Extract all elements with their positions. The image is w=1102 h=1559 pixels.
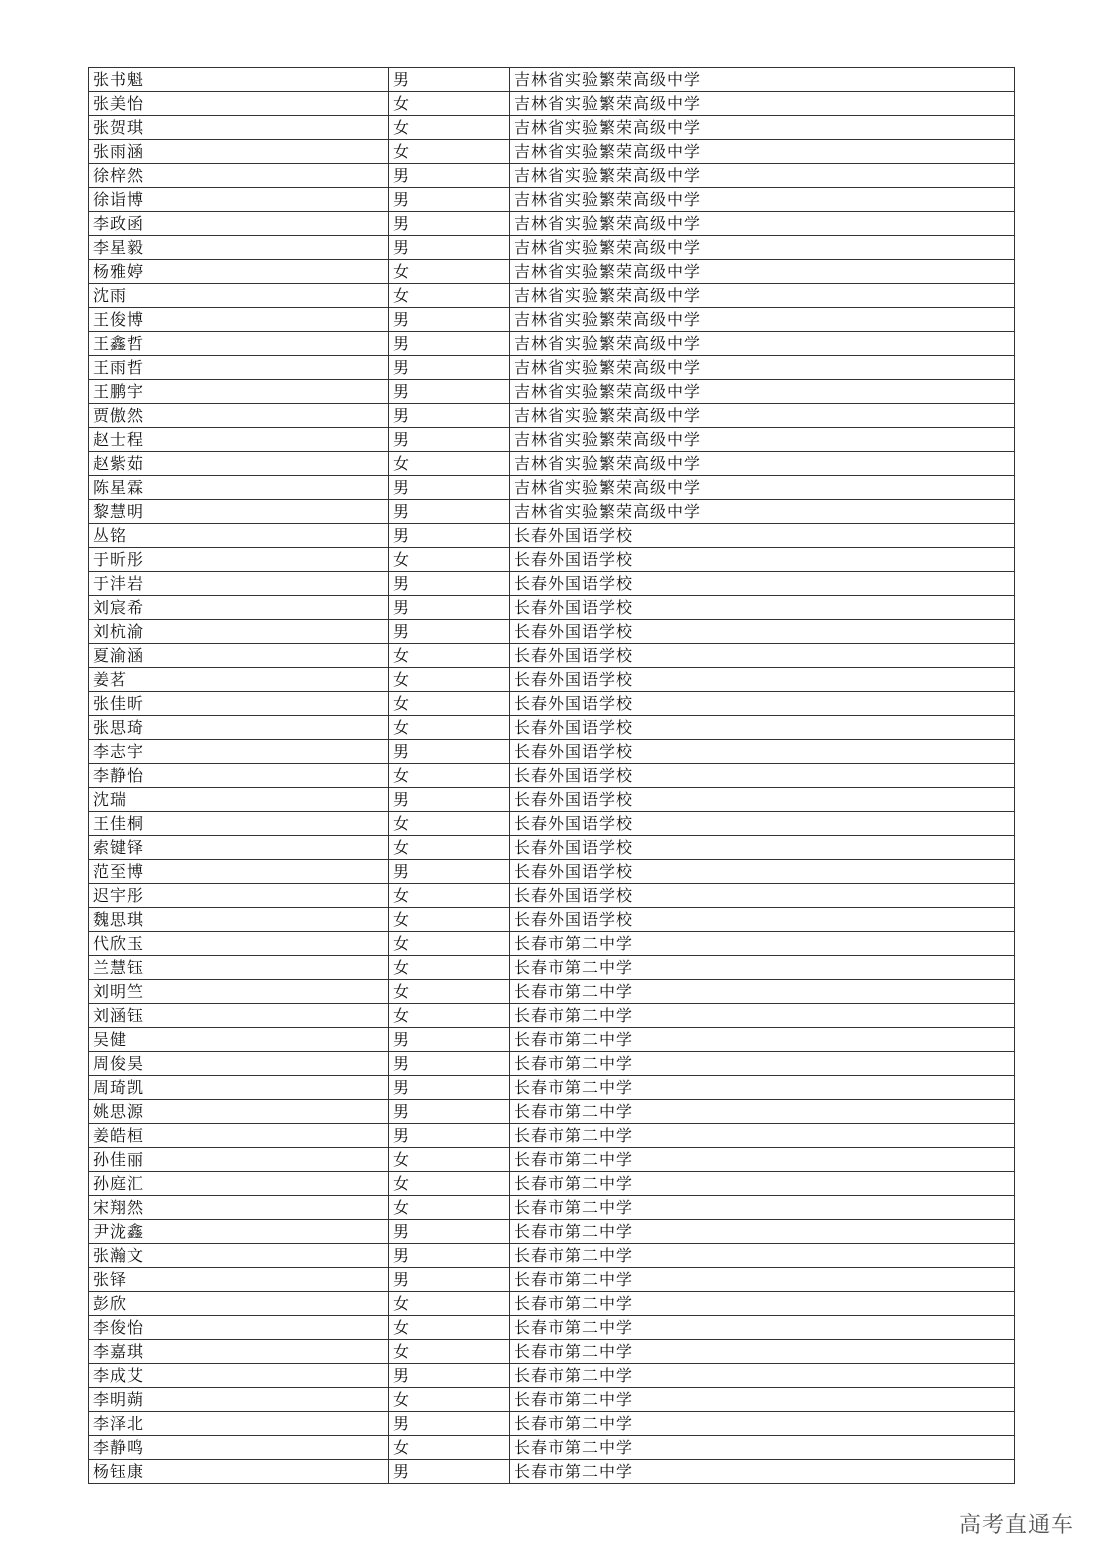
table-row bbox=[89, 140, 1015, 164]
student-name-cell: 姚思源 bbox=[89, 1100, 389, 1124]
school-cell: 吉林省实验繁荣高级中学 bbox=[510, 284, 1015, 308]
school-cell: 长春外国语学校 bbox=[510, 596, 1015, 620]
watermark-text: 高考直通车 bbox=[958, 1513, 1074, 1538]
gender-cell: 女 bbox=[389, 1436, 510, 1460]
table-row bbox=[89, 860, 1015, 884]
school-cell: 长春外国语学校 bbox=[510, 884, 1015, 908]
gender-cell: 女 bbox=[389, 1148, 510, 1172]
school-cell: 长春外国语学校 bbox=[510, 572, 1015, 596]
school-cell: 长春外国语学校 bbox=[510, 692, 1015, 716]
school-cell: 长春市第二中学 bbox=[510, 1052, 1015, 1076]
student-name-cell: 张思琦 bbox=[89, 716, 389, 740]
school-cell: 吉林省实验繁荣高级中学 bbox=[510, 140, 1015, 164]
table-row bbox=[89, 1148, 1015, 1172]
school-cell: 吉林省实验繁荣高级中学 bbox=[510, 92, 1015, 116]
student-name-cell: 赵紫茹 bbox=[89, 452, 389, 476]
gender-cell: 女 bbox=[389, 956, 510, 980]
school-cell: 长春市第二中学 bbox=[510, 1412, 1015, 1436]
roster-body bbox=[89, 68, 1015, 1484]
table-row bbox=[89, 1364, 1015, 1388]
table-row bbox=[89, 1004, 1015, 1028]
student-name-cell: 张贺琪 bbox=[89, 116, 389, 140]
school-cell: 长春外国语学校 bbox=[510, 836, 1015, 860]
student-name-cell: 刘杭渝 bbox=[89, 620, 389, 644]
student-name-cell: 范至博 bbox=[89, 860, 389, 884]
table-row bbox=[89, 1268, 1015, 1292]
gender-cell: 男 bbox=[389, 1412, 510, 1436]
gender-cell: 男 bbox=[389, 740, 510, 764]
school-cell: 长春市第二中学 bbox=[510, 1292, 1015, 1316]
gender-cell: 男 bbox=[389, 380, 510, 404]
gender-cell: 女 bbox=[389, 284, 510, 308]
student-name-cell: 魏思琪 bbox=[89, 908, 389, 932]
student-name-cell: 周俊昊 bbox=[89, 1052, 389, 1076]
gender-cell: 女 bbox=[389, 716, 510, 740]
gender-cell: 女 bbox=[389, 980, 510, 1004]
table-row bbox=[89, 956, 1015, 980]
school-cell: 吉林省实验繁荣高级中学 bbox=[510, 476, 1015, 500]
gender-cell: 女 bbox=[389, 764, 510, 788]
student-name-cell: 张瀚文 bbox=[89, 1244, 389, 1268]
gender-cell: 女 bbox=[389, 1004, 510, 1028]
gender-cell: 女 bbox=[389, 452, 510, 476]
student-name-cell: 徐梓然 bbox=[89, 164, 389, 188]
school-cell: 长春市第二中学 bbox=[510, 1460, 1015, 1484]
school-cell: 长春市第二中学 bbox=[510, 1244, 1015, 1268]
school-cell: 长春外国语学校 bbox=[510, 548, 1015, 572]
gender-cell: 女 bbox=[389, 1316, 510, 1340]
table-row bbox=[89, 884, 1015, 908]
table-row bbox=[89, 500, 1015, 524]
gender-cell: 男 bbox=[389, 212, 510, 236]
student-name-cell: 宋翔然 bbox=[89, 1196, 389, 1220]
gender-cell: 女 bbox=[389, 668, 510, 692]
table-row bbox=[89, 380, 1015, 404]
student-roster-table bbox=[88, 67, 1015, 1484]
school-cell: 长春市第二中学 bbox=[510, 932, 1015, 956]
table-row bbox=[89, 308, 1015, 332]
school-cell: 吉林省实验繁荣高级中学 bbox=[510, 116, 1015, 140]
table-row bbox=[89, 1220, 1015, 1244]
table-row bbox=[89, 1052, 1015, 1076]
school-cell: 长春市第二中学 bbox=[510, 1172, 1015, 1196]
student-name-cell: 彭欣 bbox=[89, 1292, 389, 1316]
student-name-cell: 刘明竺 bbox=[89, 980, 389, 1004]
table-row bbox=[89, 428, 1015, 452]
school-cell: 长春市第二中学 bbox=[510, 1076, 1015, 1100]
table-row bbox=[89, 908, 1015, 932]
school-cell: 长春市第二中学 bbox=[510, 1124, 1015, 1148]
table-row bbox=[89, 1340, 1015, 1364]
gender-cell: 女 bbox=[389, 92, 510, 116]
gender-cell: 男 bbox=[389, 332, 510, 356]
gender-cell: 男 bbox=[389, 1268, 510, 1292]
student-name-cell: 李泽北 bbox=[89, 1412, 389, 1436]
table-row bbox=[89, 1100, 1015, 1124]
student-name-cell: 丛铭 bbox=[89, 524, 389, 548]
gender-cell: 女 bbox=[389, 1340, 510, 1364]
table-row bbox=[89, 332, 1015, 356]
table-row bbox=[89, 1292, 1015, 1316]
gender-cell: 男 bbox=[389, 1028, 510, 1052]
school-cell: 长春市第二中学 bbox=[510, 1388, 1015, 1412]
school-cell: 吉林省实验繁荣高级中学 bbox=[510, 452, 1015, 476]
gender-cell: 男 bbox=[389, 1124, 510, 1148]
student-name-cell: 姜茗 bbox=[89, 668, 389, 692]
gender-cell: 女 bbox=[389, 1196, 510, 1220]
student-name-cell: 王鹏宇 bbox=[89, 380, 389, 404]
table-row bbox=[89, 68, 1015, 92]
school-cell: 吉林省实验繁荣高级中学 bbox=[510, 164, 1015, 188]
school-cell: 吉林省实验繁荣高级中学 bbox=[510, 188, 1015, 212]
school-cell: 长春外国语学校 bbox=[510, 764, 1015, 788]
gender-cell: 男 bbox=[389, 1220, 510, 1244]
student-name-cell: 李俊怡 bbox=[89, 1316, 389, 1340]
student-name-cell: 张书魁 bbox=[89, 68, 389, 92]
school-cell: 长春外国语学校 bbox=[510, 788, 1015, 812]
table-row bbox=[89, 1460, 1015, 1484]
school-cell: 长春外国语学校 bbox=[510, 716, 1015, 740]
table-row bbox=[89, 476, 1015, 500]
gender-cell: 男 bbox=[389, 476, 510, 500]
school-cell: 长春外国语学校 bbox=[510, 860, 1015, 884]
school-cell: 长春外国语学校 bbox=[510, 668, 1015, 692]
student-name-cell: 刘涵钰 bbox=[89, 1004, 389, 1028]
student-name-cell: 李嘉琪 bbox=[89, 1340, 389, 1364]
table-row bbox=[89, 188, 1015, 212]
gender-cell: 男 bbox=[389, 1100, 510, 1124]
student-name-cell: 索键铎 bbox=[89, 836, 389, 860]
table-row bbox=[89, 572, 1015, 596]
student-name-cell: 赵士程 bbox=[89, 428, 389, 452]
school-cell: 吉林省实验繁荣高级中学 bbox=[510, 380, 1015, 404]
school-cell: 吉林省实验繁荣高级中学 bbox=[510, 236, 1015, 260]
table-row bbox=[89, 548, 1015, 572]
school-cell: 长春外国语学校 bbox=[510, 908, 1015, 932]
student-name-cell: 张雨涵 bbox=[89, 140, 389, 164]
table-row bbox=[89, 1412, 1015, 1436]
student-name-cell: 于昕彤 bbox=[89, 548, 389, 572]
gender-cell: 男 bbox=[389, 596, 510, 620]
table-row bbox=[89, 788, 1015, 812]
school-cell: 吉林省实验繁荣高级中学 bbox=[510, 404, 1015, 428]
table-row bbox=[89, 1172, 1015, 1196]
student-name-cell: 王佳桐 bbox=[89, 812, 389, 836]
school-cell: 长春市第二中学 bbox=[510, 956, 1015, 980]
student-name-cell: 李志宇 bbox=[89, 740, 389, 764]
gender-cell: 男 bbox=[389, 1364, 510, 1388]
school-cell: 吉林省实验繁荣高级中学 bbox=[510, 68, 1015, 92]
student-name-cell: 吴健 bbox=[89, 1028, 389, 1052]
gender-cell: 女 bbox=[389, 812, 510, 836]
school-cell: 长春市第二中学 bbox=[510, 1148, 1015, 1172]
gender-cell: 男 bbox=[389, 404, 510, 428]
student-name-cell: 孙佳丽 bbox=[89, 1148, 389, 1172]
gender-cell: 女 bbox=[389, 140, 510, 164]
table-row bbox=[89, 1076, 1015, 1100]
school-cell: 吉林省实验繁荣高级中学 bbox=[510, 356, 1015, 380]
school-cell: 吉林省实验繁荣高级中学 bbox=[510, 500, 1015, 524]
gender-cell: 女 bbox=[389, 260, 510, 284]
school-cell: 长春市第二中学 bbox=[510, 1268, 1015, 1292]
student-name-cell: 李静鸣 bbox=[89, 1436, 389, 1460]
table-row bbox=[89, 1316, 1015, 1340]
student-name-cell: 迟宇彤 bbox=[89, 884, 389, 908]
school-cell: 长春外国语学校 bbox=[510, 812, 1015, 836]
student-name-cell: 夏渝涵 bbox=[89, 644, 389, 668]
school-cell: 长春市第二中学 bbox=[510, 1100, 1015, 1124]
school-cell: 长春市第二中学 bbox=[510, 980, 1015, 1004]
table-row bbox=[89, 740, 1015, 764]
gender-cell: 男 bbox=[389, 572, 510, 596]
school-cell: 吉林省实验繁荣高级中学 bbox=[510, 332, 1015, 356]
gender-cell: 女 bbox=[389, 908, 510, 932]
table-row bbox=[89, 1388, 1015, 1412]
table-row bbox=[89, 356, 1015, 380]
gender-cell: 男 bbox=[389, 1076, 510, 1100]
student-name-cell: 李政函 bbox=[89, 212, 389, 236]
student-name-cell: 王鑫哲 bbox=[89, 332, 389, 356]
table-row bbox=[89, 1436, 1015, 1460]
student-name-cell: 李星毅 bbox=[89, 236, 389, 260]
gender-cell: 女 bbox=[389, 1292, 510, 1316]
student-name-cell: 于沣岩 bbox=[89, 572, 389, 596]
student-name-cell: 王雨哲 bbox=[89, 356, 389, 380]
gender-cell: 男 bbox=[389, 1244, 510, 1268]
school-cell: 长春外国语学校 bbox=[510, 620, 1015, 644]
gender-cell: 男 bbox=[389, 620, 510, 644]
table-row bbox=[89, 764, 1015, 788]
school-cell: 长春市第二中学 bbox=[510, 1004, 1015, 1028]
school-cell: 长春市第二中学 bbox=[510, 1316, 1015, 1340]
student-name-cell: 王俊博 bbox=[89, 308, 389, 332]
school-cell: 长春市第二中学 bbox=[510, 1196, 1015, 1220]
gender-cell: 男 bbox=[389, 164, 510, 188]
table-row bbox=[89, 1196, 1015, 1220]
gender-cell: 男 bbox=[389, 188, 510, 212]
student-name-cell: 兰慧钰 bbox=[89, 956, 389, 980]
table-row bbox=[89, 260, 1015, 284]
school-cell: 长春市第二中学 bbox=[510, 1028, 1015, 1052]
student-name-cell: 刘宸希 bbox=[89, 596, 389, 620]
student-name-cell: 杨钰康 bbox=[89, 1460, 389, 1484]
student-name-cell: 沈瑞 bbox=[89, 788, 389, 812]
student-name-cell: 姜皓桓 bbox=[89, 1124, 389, 1148]
gender-cell: 男 bbox=[389, 68, 510, 92]
school-cell: 吉林省实验繁荣高级中学 bbox=[510, 212, 1015, 236]
gender-cell: 女 bbox=[389, 644, 510, 668]
gender-cell: 男 bbox=[389, 236, 510, 260]
table-row bbox=[89, 836, 1015, 860]
table-row bbox=[89, 812, 1015, 836]
table-row bbox=[89, 164, 1015, 188]
school-cell: 长春外国语学校 bbox=[510, 644, 1015, 668]
school-cell: 吉林省实验繁荣高级中学 bbox=[510, 308, 1015, 332]
student-name-cell: 杨雅婷 bbox=[89, 260, 389, 284]
table-row bbox=[89, 236, 1015, 260]
student-name-cell: 徐诣博 bbox=[89, 188, 389, 212]
student-name-cell: 张铎 bbox=[89, 1268, 389, 1292]
student-name-cell: 张佳昕 bbox=[89, 692, 389, 716]
school-cell: 吉林省实验繁荣高级中学 bbox=[510, 260, 1015, 284]
table-row bbox=[89, 692, 1015, 716]
table-row bbox=[89, 932, 1015, 956]
gender-cell: 男 bbox=[389, 308, 510, 332]
student-name-cell: 黎慧明 bbox=[89, 500, 389, 524]
student-name-cell: 贾傲然 bbox=[89, 404, 389, 428]
school-cell: 长春市第二中学 bbox=[510, 1220, 1015, 1244]
gender-cell: 女 bbox=[389, 548, 510, 572]
table-row bbox=[89, 524, 1015, 548]
gender-cell: 男 bbox=[389, 356, 510, 380]
table-row bbox=[89, 596, 1015, 620]
student-name-cell: 代欣玉 bbox=[89, 932, 389, 956]
table-row bbox=[89, 644, 1015, 668]
school-cell: 长春外国语学校 bbox=[510, 740, 1015, 764]
school-cell: 长春市第二中学 bbox=[510, 1340, 1015, 1364]
student-name-cell: 张美怡 bbox=[89, 92, 389, 116]
table-row bbox=[89, 980, 1015, 1004]
gender-cell: 女 bbox=[389, 884, 510, 908]
table-row bbox=[89, 668, 1015, 692]
school-cell: 长春市第二中学 bbox=[510, 1436, 1015, 1460]
table-row bbox=[89, 452, 1015, 476]
table-row bbox=[89, 1028, 1015, 1052]
gender-cell: 男 bbox=[389, 428, 510, 452]
school-cell: 长春外国语学校 bbox=[510, 524, 1015, 548]
school-cell: 吉林省实验繁荣高级中学 bbox=[510, 428, 1015, 452]
gender-cell: 男 bbox=[389, 1460, 510, 1484]
student-name-cell: 李静怡 bbox=[89, 764, 389, 788]
gender-cell: 男 bbox=[389, 860, 510, 884]
student-name-cell: 李明蒴 bbox=[89, 1388, 389, 1412]
gender-cell: 女 bbox=[389, 116, 510, 140]
table-row bbox=[89, 116, 1015, 140]
table-row bbox=[89, 716, 1015, 740]
student-name-cell: 周琦凯 bbox=[89, 1076, 389, 1100]
student-name-cell: 李成艾 bbox=[89, 1364, 389, 1388]
table-row bbox=[89, 620, 1015, 644]
gender-cell: 男 bbox=[389, 524, 510, 548]
gender-cell: 女 bbox=[389, 692, 510, 716]
school-cell: 长春市第二中学 bbox=[510, 1364, 1015, 1388]
table-row bbox=[89, 212, 1015, 236]
gender-cell: 女 bbox=[389, 1172, 510, 1196]
table-row bbox=[89, 404, 1015, 428]
gender-cell: 男 bbox=[389, 788, 510, 812]
table-row bbox=[89, 92, 1015, 116]
table-row bbox=[89, 1124, 1015, 1148]
gender-cell: 女 bbox=[389, 1388, 510, 1412]
gender-cell: 女 bbox=[389, 932, 510, 956]
gender-cell: 男 bbox=[389, 1052, 510, 1076]
gender-cell: 女 bbox=[389, 836, 510, 860]
student-name-cell: 沈雨 bbox=[89, 284, 389, 308]
student-name-cell: 陈星霖 bbox=[89, 476, 389, 500]
student-name-cell: 孙庭汇 bbox=[89, 1172, 389, 1196]
table-row bbox=[89, 284, 1015, 308]
table-row bbox=[89, 1244, 1015, 1268]
student-name-cell: 尹泷鑫 bbox=[89, 1220, 389, 1244]
gender-cell: 男 bbox=[389, 500, 510, 524]
